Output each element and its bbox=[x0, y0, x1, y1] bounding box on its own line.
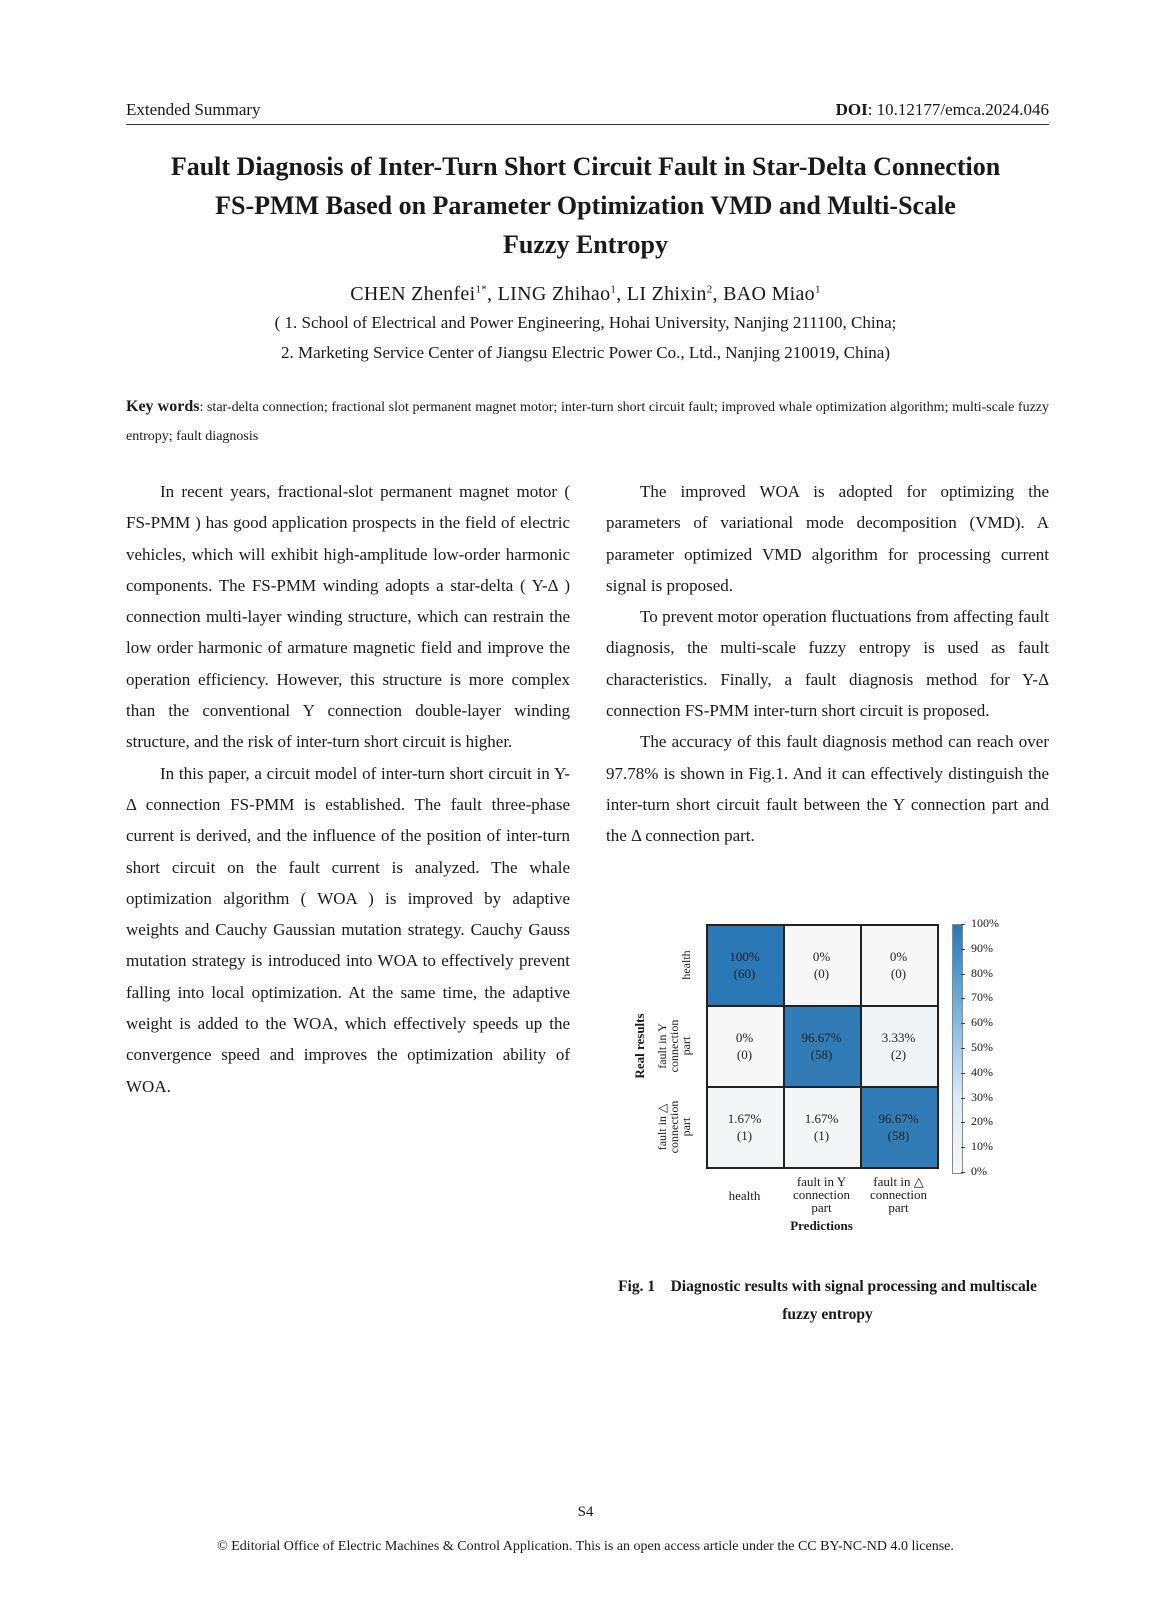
colorbar-tick-label: 0% bbox=[971, 1164, 987, 1178]
matrix-cell bbox=[860, 924, 937, 1005]
colorbar-tick-label: 30% bbox=[971, 1089, 993, 1104]
cell-percent: 1.67% bbox=[804, 1110, 839, 1126]
matrix-cell bbox=[860, 1086, 937, 1167]
paragraph: The accuracy of this fault diagnosis method can reach over 97.78% is shown in Fig.1. And it can effectively distinguish the inter-turn short circuit fault between the Y connection part and the Δ connection part. bbox=[606, 732, 1049, 846]
title-line: FS-PMM Based on Parameter Optimization VMD and Multi-Scale bbox=[215, 191, 956, 220]
x-axis-title: Predictions bbox=[790, 1218, 853, 1233]
right-column bbox=[606, 476, 1049, 852]
confusion-matrix-figure bbox=[620, 916, 1060, 1254]
keywords-label: Key words bbox=[126, 398, 200, 415]
cell-count: (1) bbox=[813, 1127, 830, 1143]
cell-percent: 0% bbox=[889, 948, 908, 964]
colorbar-tick bbox=[961, 1122, 965, 1123]
left-column bbox=[126, 476, 570, 1102]
colorbar-tick bbox=[961, 924, 965, 925]
title-line: Fault Diagnosis of Inter-Turn Short Circuit Fault in Star-Delta Connection bbox=[170, 152, 1001, 181]
matrix-cell bbox=[706, 1005, 783, 1086]
author-list: CHEN Zhenfei$^{1*}$, LING Zhihao$^1$, LI Zhixin$^2$, BAO Miao$^1$ bbox=[350, 283, 821, 305]
cell-count: (0) bbox=[736, 1046, 753, 1062]
colorbar-tick-label: 40% bbox=[971, 1064, 993, 1079]
doi-value: : 10.12177/emca.2024.046 bbox=[867, 100, 1049, 119]
cell-count: (0) bbox=[890, 965, 907, 981]
running-header: Extended Summary bbox=[126, 100, 261, 119]
grid-line bbox=[706, 924, 939, 926]
cell-percent: 1.67% bbox=[727, 1110, 762, 1126]
row-label: fault in △ connection part bbox=[655, 1100, 693, 1153]
author: CHEN Zhenfei$^{1*}$ bbox=[350, 283, 488, 305]
doi-label: DOI bbox=[835, 100, 868, 119]
row-label: health bbox=[679, 949, 693, 980]
colorbar-tick bbox=[961, 1147, 965, 1148]
keywords bbox=[126, 392, 1049, 451]
license-footer: © Editorial Office of Electric Machines & Control Application. This is an open access article under the CC BY-NC-ND 4.0 license. bbox=[217, 1539, 954, 1554]
affiliation: ( 1. School of Electrical and Power Engineering, Hohai University, Nanjing 211100, China; bbox=[274, 313, 897, 332]
doi bbox=[836, 100, 1049, 120]
cell-count: (0) bbox=[813, 965, 830, 981]
column-label: fault in △ connection part bbox=[869, 1174, 928, 1215]
colorbar-tick bbox=[961, 1023, 965, 1024]
page-number: S4 bbox=[577, 1504, 594, 1520]
title-line: Fuzzy Entropy bbox=[503, 230, 668, 259]
grid-line bbox=[706, 924, 708, 1167]
keywords-text: : star-delta connection; fractional slot permanent magnet motor; inter-turn short circuit fault; improved whale optimization algorithm; multi-scale fuzzy entropy; fault diagnosis bbox=[126, 400, 1050, 444]
grid-line bbox=[860, 924, 862, 1167]
author: BAO Miao$^1$ bbox=[723, 283, 821, 305]
author: LI Zhixin$^2$ bbox=[626, 283, 713, 305]
paragraph: In this paper, a circuit model of inter-turn short circuit in Y-Δ connection FS-PMM is established. The fault three-phase current is derived, and the influence of the position of inter-turn short circuit on the fault current is analyzed. The whale optimization algorithm ( WOA ) is improved by adaptive weights and Cauchy Gaussian mutation strategy. Cauchy Gauss mutation strategy is introduced into WOA to effectively prevent falling into local optimization. At the same time, the adaptive weight is added to the WOA, which effectively speeds up the convergence speed and improves the optimization ability of WOA. bbox=[126, 763, 570, 1096]
matrix-cell bbox=[783, 1005, 860, 1086]
paragraph: To prevent motor operation fluctuations from affecting fault diagnosis, the multi-scale fuzzy entropy is used as fault characteristics. Finally, a fault diagnosis method for Y-Δ connection FS-PMM inter-turn short circuit is proposed. bbox=[606, 607, 1049, 721]
colorbar-tick bbox=[961, 974, 965, 975]
paper-title bbox=[110, 147, 1061, 264]
figure-caption bbox=[606, 1273, 1049, 1329]
header-divider bbox=[126, 124, 1049, 125]
cell-percent: 3.33% bbox=[881, 1029, 916, 1045]
caption-label: Fig. 1 bbox=[618, 1278, 656, 1295]
colorbar-tick bbox=[961, 1098, 965, 1099]
paragraph: In recent years, fractional-slot permanent magnet motor ( FS-PMM ) has good application prospects in the field of electric vehicles, which will exhibit high-amplitude low-order harmonic components. The FS-PMM winding adopts a star-delta ( Y-Δ ) connection multi-layer winding structure, which can restrain the low order harmonic of armature magnetic field and improve the operation efficiency. However, this structure is more complex than the conventional Y connection double-layer winding structure, and the risk of inter-turn short circuit is higher. bbox=[126, 482, 570, 752]
affiliation: 2. Marketing Service Center of Jiangsu Electric Power Co., Ltd., Nanjing 210019, China) bbox=[280, 343, 891, 362]
column-label: fault in Y connection part bbox=[792, 1174, 851, 1215]
grid-line bbox=[937, 924, 939, 1167]
colorbar-tick-label: 60% bbox=[971, 1015, 993, 1030]
row-label: fault in Y connection part bbox=[655, 1019, 693, 1072]
colorbar-tick bbox=[961, 1073, 965, 1074]
colorbar bbox=[952, 924, 963, 1174]
cell-percent: 96.67% bbox=[801, 1029, 842, 1045]
matrix-cell bbox=[783, 924, 860, 1005]
colorbar-tick-label: 70% bbox=[971, 990, 993, 1005]
cell-percent: 0% bbox=[812, 948, 831, 964]
colorbar-tick-label: 50% bbox=[971, 1040, 993, 1054]
cell-count: (1) bbox=[736, 1127, 753, 1143]
grid-line bbox=[783, 924, 785, 1167]
colorbar-tick bbox=[961, 998, 965, 999]
cell-count: (58) bbox=[810, 1046, 833, 1062]
colorbar-tick bbox=[961, 1048, 965, 1049]
matrix-cell bbox=[860, 1005, 937, 1086]
colorbar-tick-label: 90% bbox=[971, 940, 993, 955]
caption-text: Diagnostic results with signal processing and multiscale fuzzy entropy bbox=[670, 1278, 1037, 1323]
colorbar-tick bbox=[961, 949, 965, 950]
author: LING Zhihao$^1$ bbox=[497, 283, 617, 305]
paragraph: The improved WOA is adopted for optimizing the parameters of variational mode decomposition (VMD). A parameter optimized VMD algorithm for processing current signal is proposed. bbox=[606, 482, 1049, 595]
cell-count: (58) bbox=[887, 1127, 910, 1143]
y-axis-title: Real results bbox=[632, 1012, 647, 1079]
matrix-cell bbox=[706, 1086, 783, 1167]
grid-line bbox=[706, 1005, 939, 1007]
cell-percent: 96.67% bbox=[878, 1110, 919, 1126]
column-label: health bbox=[728, 1188, 761, 1203]
cell-percent: 100% bbox=[729, 948, 760, 964]
colorbar-tick bbox=[961, 1172, 965, 1173]
cell-count: (60) bbox=[733, 965, 756, 981]
matrix-cell bbox=[783, 1086, 860, 1167]
cell-count: (2) bbox=[890, 1046, 907, 1062]
colorbar-tick-label: 80% bbox=[971, 965, 993, 980]
colorbar-tick-label: 100% bbox=[971, 916, 999, 930]
colorbar-tick-label: 20% bbox=[971, 1114, 993, 1129]
grid-line bbox=[706, 1086, 939, 1088]
cell-percent: 0% bbox=[735, 1029, 754, 1045]
matrix-cell bbox=[706, 924, 783, 1005]
colorbar-tick-label: 10% bbox=[971, 1139, 993, 1154]
grid-line bbox=[706, 1167, 939, 1169]
